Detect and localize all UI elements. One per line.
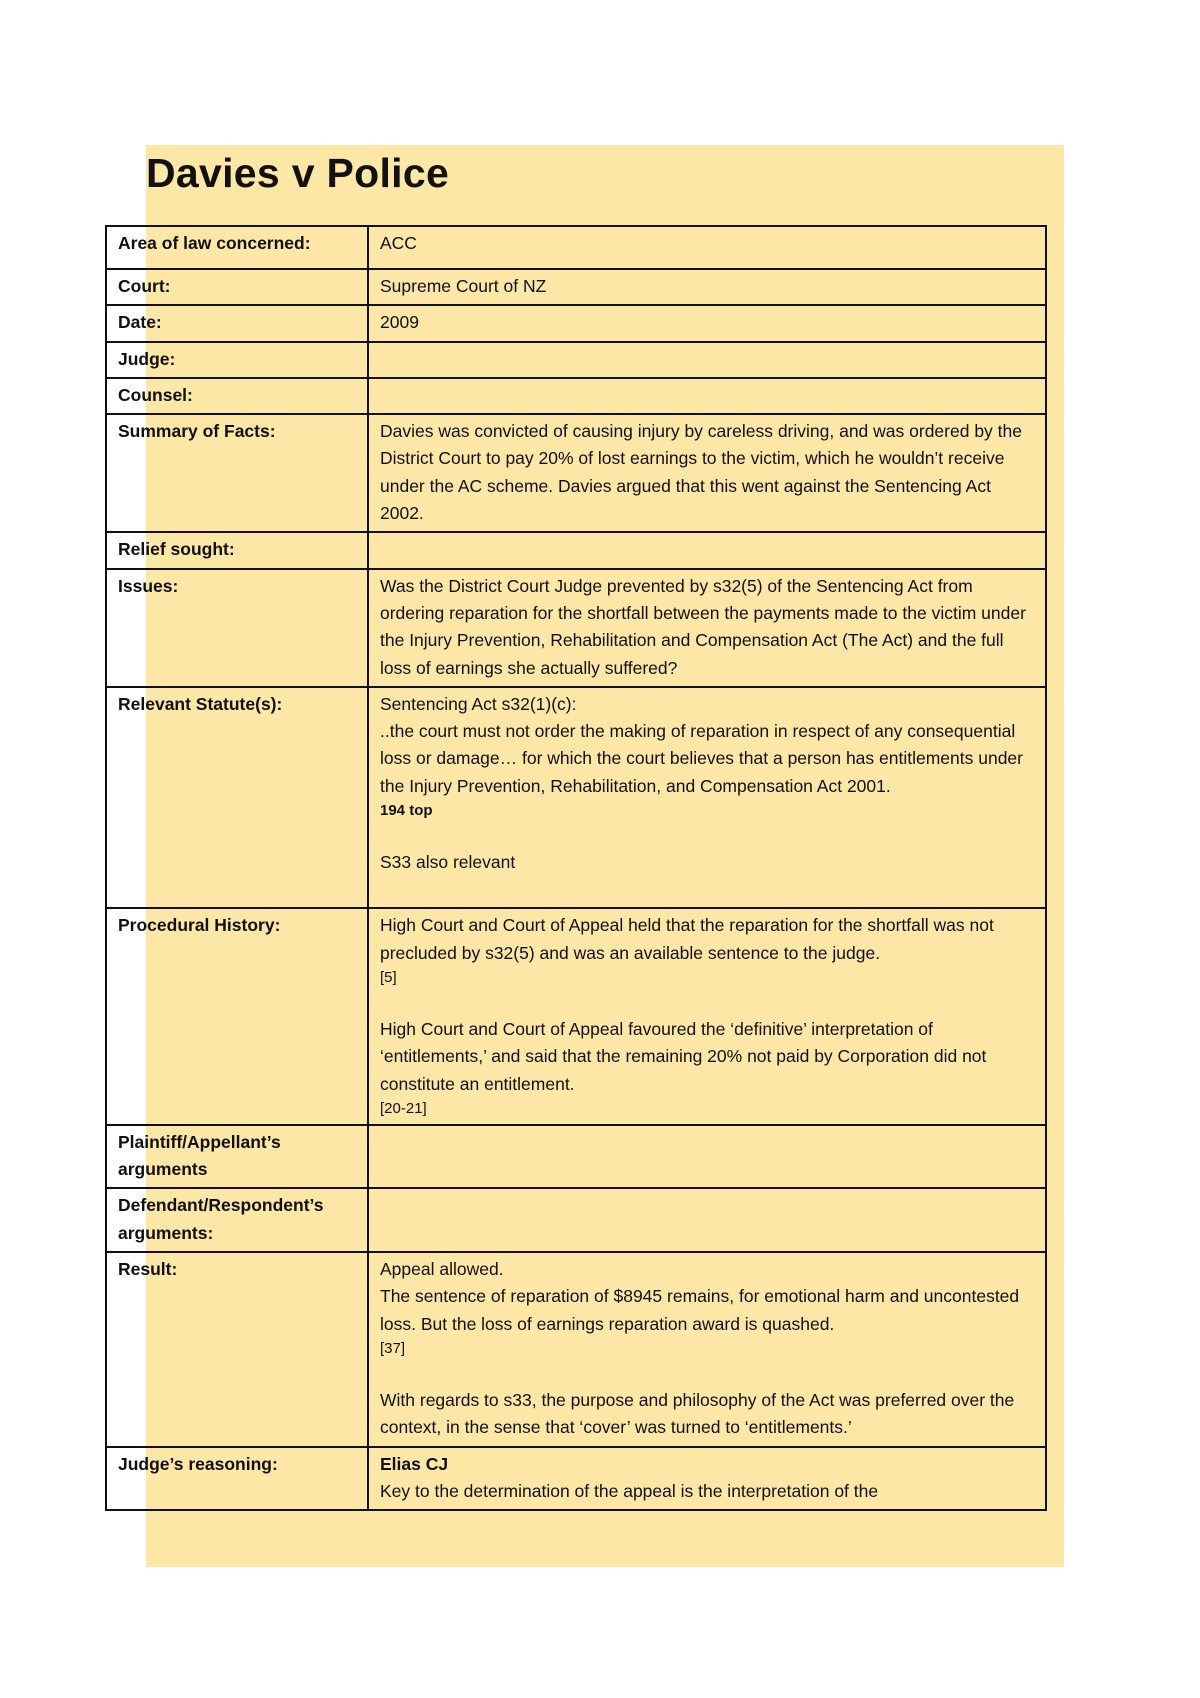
result-paragraph: With regards to s33, the purpose and philosophy of the Act was preferred over the context, in the sense that ‘cover’ was turned to ‘entitlements.’ bbox=[380, 1389, 1015, 1438]
page-title: Davies v Police bbox=[146, 150, 450, 196]
row-label: Date: bbox=[106, 305, 368, 341]
row-value bbox=[368, 1447, 1046, 1511]
row-label: Counsel: bbox=[106, 378, 368, 414]
row-label: Relief sought: bbox=[106, 532, 368, 568]
row-value bbox=[368, 1188, 1046, 1252]
page-reference: 194 top bbox=[380, 802, 433, 820]
result-paragraph: The sentence of reparation of $8945 remains, for emotional harm and uncontested loss. But the loss of earnings reparation award is quashed. bbox=[380, 1286, 1020, 1334]
table-row-judge bbox=[106, 342, 1046, 378]
row-value bbox=[368, 1125, 1046, 1189]
row-label: Area of law concerned: bbox=[106, 226, 368, 269]
table-row-reasoning bbox=[106, 1447, 1046, 1511]
table-row-result bbox=[106, 1252, 1046, 1446]
row-value: 2009 bbox=[368, 305, 1046, 341]
row-label: Judge: bbox=[106, 342, 368, 378]
table-row-defendant bbox=[106, 1188, 1046, 1252]
row-label: Relevant Statute(s): bbox=[106, 687, 368, 908]
row-label: Issues: bbox=[106, 569, 368, 687]
row-label: Court: bbox=[106, 269, 368, 305]
result-paragraph: Appeal allowed. bbox=[380, 1259, 504, 1280]
case-brief-table bbox=[105, 225, 1047, 1511]
row-label: Plaintiff/Appellant’s arguments bbox=[106, 1125, 368, 1189]
row-label: Summary of Facts: bbox=[106, 414, 368, 532]
table-row-counsel bbox=[106, 378, 1046, 414]
row-label: Judge’s reasoning: bbox=[106, 1447, 368, 1511]
table-row-statutes bbox=[106, 687, 1046, 908]
row-label: Procedural History: bbox=[106, 908, 368, 1124]
statute-note: S33 also relevant bbox=[380, 852, 516, 873]
table-row-relief bbox=[106, 532, 1046, 568]
row-value bbox=[368, 378, 1046, 414]
row-value bbox=[368, 342, 1046, 378]
row-value: Was the District Court Judge prevented by s32(5) of the Sentencing Act from ordering reparation for the shortfall between the payments made to the victim under the Injury Prevention, Rehabilitation and Compensation Act (The Act) and the full loss of earnings she actually suffered? bbox=[368, 569, 1046, 687]
table-row-court bbox=[106, 269, 1046, 305]
table-row-plaintiff bbox=[106, 1125, 1046, 1189]
row-label: Result: bbox=[106, 1252, 368, 1446]
statute-heading: Sentencing Act s32(1)(c): bbox=[380, 693, 577, 714]
table-row-history bbox=[106, 908, 1046, 1124]
judge-name: Elias CJ bbox=[380, 1453, 449, 1474]
paragraph-reference: [37] bbox=[380, 1339, 406, 1357]
table-row-area bbox=[106, 226, 1046, 269]
row-value: ACC bbox=[368, 226, 1046, 269]
row-value: Davies was convicted of causing injury by careless driving, and was ordered by the District Court to pay 20% of lost earnings to the victim, which he wouldn’t receive under the AC scheme. Davies argued that this went against the Sentencing Act 2002. bbox=[368, 414, 1046, 532]
paragraph-reference: [20-21] bbox=[380, 1099, 427, 1117]
row-value bbox=[368, 687, 1046, 908]
table-row-facts bbox=[106, 414, 1046, 532]
row-value bbox=[368, 532, 1046, 568]
row-value: Supreme Court of NZ bbox=[368, 269, 1046, 305]
reasoning-paragraph: Key to the determination of the appeal is the interpretation of the bbox=[380, 1480, 879, 1501]
history-paragraph: High Court and Court of Appeal held that the reparation for the shortfall was not precluded by s32(5) and was an available sentence to the judge. bbox=[380, 915, 994, 963]
row-value bbox=[368, 908, 1046, 1124]
row-label: Defendant/Respondent’s arguments: bbox=[106, 1188, 368, 1252]
table-row-date bbox=[106, 305, 1046, 341]
row-value bbox=[368, 1252, 1046, 1446]
paragraph-reference: [5] bbox=[380, 968, 397, 986]
history-paragraph: High Court and Court of Appeal favoured the ‘definitive’ interpretation of ‘entitlements,’ and said that the remaining 20% not paid by Corporation did not constitute an entitlement. bbox=[380, 1018, 987, 1094]
statute-quote: ..the court must not order the making of reparation in respect of any consequential loss or damage… for which the court believes that a person has entitlements under the Injury Prevention, Rehabilitation, and Compensation Act 2001. bbox=[380, 721, 1023, 796]
table-row-issues bbox=[106, 569, 1046, 687]
